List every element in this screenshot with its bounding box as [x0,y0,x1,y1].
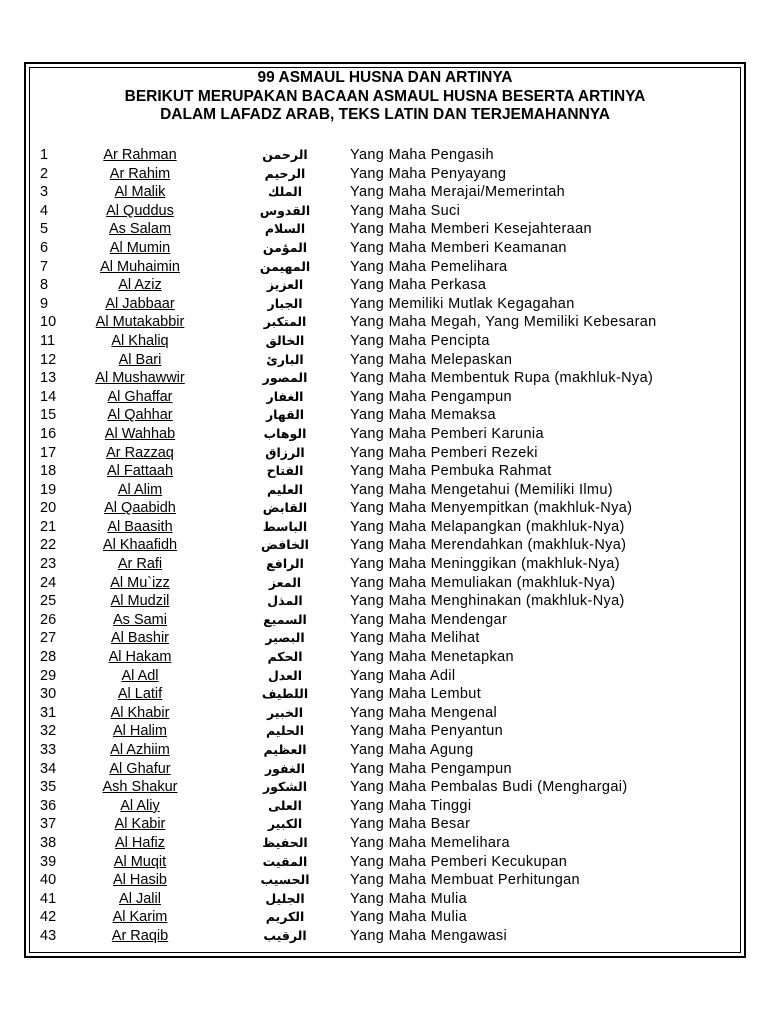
document-subtitle-line-2: DALAM LAFADZ ARAB, TEKS LATIN DAN TERJEMAHANNYA [160,106,610,123]
arabic-name: الملك [267,185,303,200]
item-number: 41 [40,890,57,907]
arabic-name: الرحمن [262,148,308,162]
list-item [0,871,768,890]
meaning-text: Yang Maha Penyantun [350,723,504,740]
item-number: 25 [40,593,57,610]
document-subtitle-line-1: BERIKUT MERUPAKAN BACAAN ASMAUL HUSNA BESERTA ARTINYA [124,87,646,105]
meaning-text: Yang Maha Melihat [350,630,480,647]
latin-name-link[interactable]: Al Khaafidh [102,537,178,554]
list-item [0,462,768,481]
list-item [0,778,768,797]
latin-name-link[interactable]: Al Fattaah [106,463,174,480]
meaning-text: Yang Maha Memaksa [350,407,496,424]
arabic-name: العزيز [266,278,304,293]
item-number: 22 [40,537,57,554]
meaning-text: Yang Maha Pemberi Karunia [350,425,544,442]
arabic-name: الحكم [267,650,303,665]
meaning-text: Yang Maha Meninggikan (makhluk-Nya) [350,556,620,573]
latin-name-link[interactable]: Al Muhaimin [100,258,180,275]
list-item [0,629,768,648]
arabic-name: الرحيم [264,166,306,181]
list-item [0,146,768,165]
item-number: 24 [40,574,57,591]
arabic-name: الرزاق [265,445,305,460]
list-item [0,276,768,295]
arabic-name: الرقيب [263,928,307,943]
latin-name-link[interactable]: Ar Razzaq [106,444,174,461]
latin-name-link[interactable]: Al Jalil [119,890,161,907]
meaning-text: Yang Maha Pencipta [350,332,490,349]
meaning-text: Yang Maha Mendengar [350,611,508,628]
arabic-name: المعز [268,575,302,590]
latin-name-link[interactable]: Al Kabir [114,816,166,833]
list-item [0,667,768,686]
list-item [0,220,768,239]
item-number: 16 [40,425,57,442]
list-item [0,518,768,537]
arabic-name: الخبير [267,705,303,720]
latin-name-link[interactable]: Al Hasib [113,872,167,889]
meaning-text: Yang Maha Melepaskan [350,351,513,368]
item-number: 10 [40,314,57,331]
arabic-name: الحسيب [260,873,310,888]
arabic-name: الخافض [261,538,309,553]
item-number: 4 [40,202,49,219]
list-item [0,611,768,630]
document-header [29,69,741,125]
latin-name-link[interactable]: Al Quddus [106,202,174,219]
meaning-text: Yang Maha Menghinakan (makhluk-Nya) [350,593,625,610]
item-number: 20 [40,500,57,517]
latin-name-link[interactable]: As Sami [113,611,167,628]
item-number: 33 [40,742,57,758]
arabic-name: اللطيف [261,687,309,702]
arabic-name: الفتاح [266,464,304,479]
latin-name-link[interactable]: Al Azhiim [110,742,170,758]
list-item [0,760,768,779]
list-item [0,908,768,927]
list-item [0,685,768,704]
latin-name-link[interactable]: Al Halim [113,723,167,740]
arabic-name: المتكبر [263,315,307,330]
meaning-text: Yang Maha Besar [350,816,471,833]
arabic-name: القهار [265,408,305,423]
latin-name-link[interactable]: Al Aliy [120,797,160,814]
item-number: 3 [40,184,49,201]
item-number: 18 [40,463,57,480]
list-item [0,165,768,184]
arabic-name: الكبير [267,817,303,832]
item-number: 28 [40,649,57,666]
latin-name-link[interactable]: Ar Rahman [103,147,177,163]
meaning-text: Yang Maha Mengetahui (Memiliki Ilmu) [350,481,613,498]
list-item [0,258,768,277]
arabic-name: الجبار [267,296,303,311]
list-item [0,332,768,351]
latin-name-link[interactable]: As Salam [108,221,172,238]
arabic-name: العدل [267,668,303,683]
latin-name-link[interactable]: Al Aziz [118,277,162,294]
item-number: 43 [40,927,57,944]
arabic-name: الشكور [262,780,307,795]
latin-name-link[interactable]: Al Ghafur [109,760,171,777]
list-item [0,481,768,500]
list-item [0,425,768,444]
latin-name-link[interactable]: Al Adl [121,667,159,684]
item-number: 15 [40,407,57,424]
list-item [0,815,768,834]
latin-name-link[interactable]: Al Hafiz [115,834,165,851]
arabic-name: البصير [265,631,305,646]
arabic-name: المهيمن [259,259,311,274]
list-item [0,555,768,574]
latin-name-link[interactable]: Al Jabbaar [105,295,175,312]
latin-name-link[interactable]: Ar Rahim [109,165,171,182]
latin-name-link[interactable]: Ar Raqib [111,927,169,944]
latin-name-link[interactable]: Al Hakam [108,649,172,666]
meaning-text: Yang Maha Memberi Keamanan [350,239,567,256]
list-item [0,313,768,332]
latin-name-link[interactable]: Al Khabir [110,704,170,721]
item-number: 8 [40,277,49,294]
item-number: 11 [40,332,56,349]
arabic-name: الخالق [265,333,305,348]
latin-name-link[interactable]: Al Malik [114,184,166,201]
latin-name-link[interactable]: Al Latif [117,686,163,703]
latin-name-link[interactable]: Al Mu`izz [110,574,170,591]
latin-name-link[interactable]: Al Mutakabbir [95,314,185,331]
item-number: 39 [40,853,57,870]
list-item [0,853,768,872]
latin-name-link[interactable]: Al Muqit [113,853,167,870]
item-number: 27 [40,630,57,647]
arabic-name: الكريم [265,910,305,925]
arabic-name: العلى [268,798,302,813]
item-number: 2 [40,165,49,182]
arabic-name: الوهاب [263,426,307,441]
arabic-name: القدوس [259,203,311,218]
item-number: 36 [40,797,57,814]
item-number: 29 [40,667,57,684]
list-item [0,369,768,388]
meaning-text: Yang Maha Pemberi Kecukupan [350,853,568,870]
item-number: 13 [40,370,57,387]
arabic-name: القابض [262,501,308,516]
arabic-name: الغفار [266,389,304,404]
arabic-name: المقيت [262,854,308,869]
list-item [0,741,768,760]
meaning-text: Yang Maha Pemberi Rezeki [350,444,538,461]
item-number: 1 [40,147,49,163]
meaning-text: Yang Maha Mengawasi [350,927,508,944]
arabic-name: السميع [263,612,307,627]
list-item [0,574,768,593]
arabic-name: المذل [267,594,303,609]
latin-name-link[interactable]: Ash Shakur [102,779,178,796]
meaning-text: Yang Maha Merendahkan (makhluk-Nya) [350,537,627,554]
arabic-name: الرافع [266,557,304,572]
latin-name-link[interactable]: Al Mudzil [110,593,170,610]
meaning-text: Yang Maha Penyayang [350,165,507,182]
item-number: 23 [40,556,57,573]
item-number: 40 [40,872,57,889]
meaning-text: Yang Maha Memberi Kesejahteraan [350,221,592,238]
item-number: 38 [40,834,57,851]
latin-name-link[interactable]: Al Wahhab [104,425,176,442]
arabic-name: السلام [264,222,306,237]
latin-name-link[interactable]: Al Alim [117,481,163,498]
meaning-text: Yang Maha Membuat Perhitungan [350,872,580,889]
meaning-text: Yang Maha Pengampun [350,760,512,777]
list-item [0,797,768,816]
arabic-name: الباسط [262,519,308,534]
list-item [0,499,768,518]
item-number: 35 [40,779,57,796]
latin-name-link[interactable]: Ar Rafi [117,556,163,573]
list-item [0,239,768,258]
latin-name-link[interactable]: Al Mushawwir [95,370,185,387]
meaning-text: Yang Maha Memelihara [350,834,510,851]
list-item [0,295,768,314]
meaning-text: Yang Maha Pembuka Rahmat [350,463,552,480]
meaning-text: Yang Maha Adil [350,667,456,684]
meaning-text: Yang Maha Merajai/Memerintah [350,184,566,201]
latin-name-link[interactable]: Al Qahhar [107,407,173,424]
item-number: 7 [40,258,49,275]
item-number: 14 [40,388,57,405]
latin-name-link[interactable]: Al Bari [118,351,162,368]
item-number: 19 [40,481,57,498]
item-number: 9 [40,295,49,312]
meaning-text: Yang Maha Mengenal [350,704,498,721]
list-item [0,927,768,946]
document-title: 99 ASMAUL HUSNA DAN ARTINYA [257,69,513,86]
arabic-name: الحليم [266,724,304,739]
meaning-text: Yang Maha Mulia [350,909,468,926]
list-item [0,388,768,407]
meaning-text: Yang Maha Menyempitkan (makhluk-Nya) [350,500,633,517]
arabic-name: الحفيظ [262,835,308,850]
list-item [0,592,768,611]
meaning-text: Yang Maha Mulia [350,890,468,907]
meaning-text: Yang Maha Melapangkan (makhluk-Nya) [350,518,625,535]
meaning-text: Yang Maha Pengampun [350,388,512,405]
item-number: 30 [40,686,57,703]
meaning-text: Yang Maha Menetapkan [350,649,514,666]
meaning-text: Yang Maha Lembut [350,686,482,703]
arabic-name: المؤمن [262,240,308,255]
meaning-text: Yang Maha Perkasa [350,277,487,294]
latin-name-link[interactable]: Al Karim [112,909,168,926]
latin-name-link[interactable]: Al Mumin [109,239,171,256]
list-item [0,444,768,463]
latin-name-link[interactable]: Al Khaliq [111,332,169,349]
meaning-text: Yang Maha Tinggi [350,797,472,814]
list-item [0,351,768,370]
list-item [0,648,768,667]
arabic-name: الجليل [265,891,305,906]
item-number: 5 [40,221,49,238]
meaning-text: Yang Memiliki Mutlak Kegagahan [350,295,575,312]
list-item [0,890,768,909]
arabic-name: العليم [266,482,304,497]
latin-name-link[interactable]: Al Qaabidh [104,500,176,517]
arabic-name: العظيم [263,743,307,757]
meaning-text: Yang Maha Suci [350,202,461,219]
item-number: 42 [40,909,57,926]
list-item [0,834,768,853]
list-item [0,722,768,741]
item-number: 34 [40,760,57,777]
list-item [0,202,768,221]
item-number: 21 [40,518,57,535]
list-item [0,183,768,202]
latin-name-link[interactable]: Al Ghaffar [107,388,173,405]
arabic-name: الغفور [264,761,306,776]
meaning-text: Yang Maha Pengasih [350,147,494,163]
meaning-text: Yang Maha Membentuk Rupa (makhluk-Nya) [350,370,654,387]
item-number: 26 [40,611,57,628]
arabic-name: المصور [262,371,308,386]
item-number: 31 [40,704,57,721]
list-item [0,704,768,723]
meaning-text: Yang Maha Megah, Yang Memiliki Kebesaran [350,314,657,331]
meaning-text: Yang Maha Pemelihara [350,258,508,275]
names-list [0,146,768,946]
meaning-text: Yang Maha Pembalas Budi (Menghargai) [350,779,628,796]
list-item [0,406,768,425]
arabic-name: البارئ [266,352,304,367]
item-number: 37 [40,816,57,833]
latin-name-link[interactable]: Al Bashir [110,630,170,647]
item-number: 12 [40,351,57,368]
latin-name-link[interactable]: Al Baasith [107,518,173,535]
meaning-text: Yang Maha Agung [350,742,474,758]
list-item [0,536,768,555]
meaning-text: Yang Maha Memuliakan (makhluk-Nya) [350,574,616,591]
item-number: 6 [40,239,49,256]
item-number: 17 [40,444,57,461]
item-number: 32 [40,723,57,740]
